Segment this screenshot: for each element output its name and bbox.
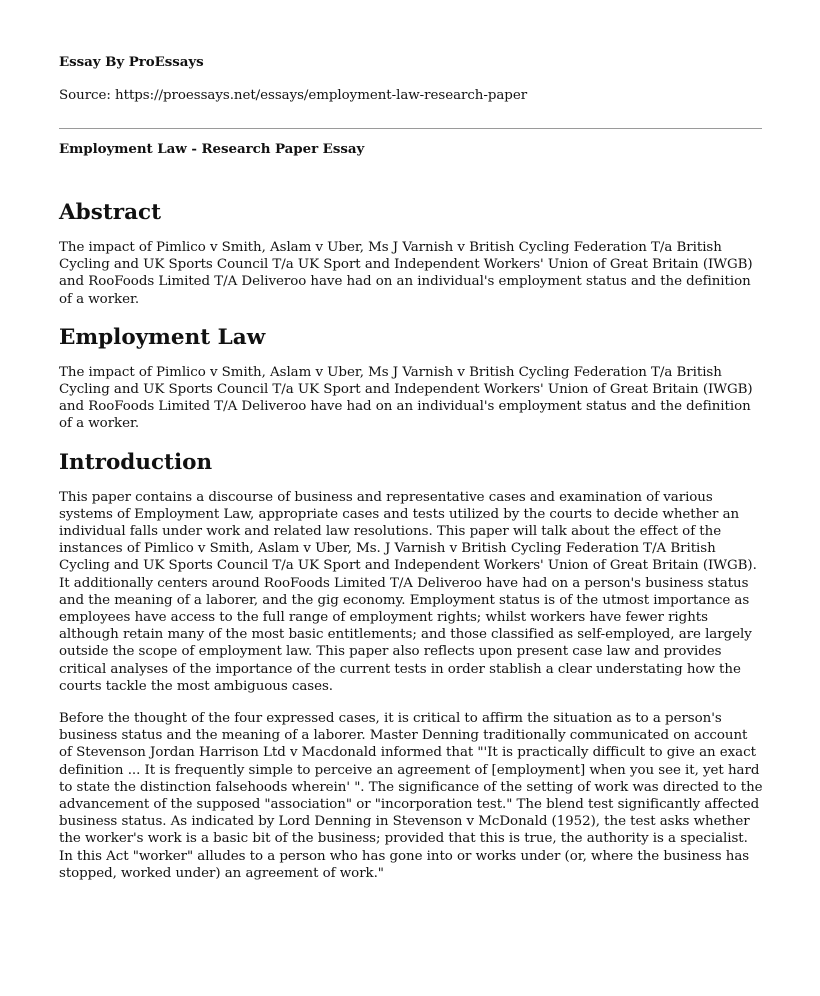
header-divider [59, 128, 762, 129]
introduction-paragraph-2: Before the thought of the four expressed cases, it is critical to affirm the situation as to a person's business status and the meaning of a laborer. Master Denning traditionally communicated on account of Stevenson Jordan Harrison Ltd v Macdonald informed that "'It is practically difficult to give an exact definition ... It is frequently simple to perceive an agreement of [employment] when you see it, yet hard to state the distinction falsehoods wherein' ". The significance of the setting of work was directed to the advancement of the supposed "association" or "incorporation test." The blend test significantly affected business status. As indicated by Lord Denning in Stevenson v McDonald (1952), the test asks whether the worker's work is a basic bit of the business; provided that this is true, the authority is a specialist. In this Act "worker" alludes to a person who has gone into or works under (or, where the business has stopped, worked under) an agreement of work." [59, 711, 763, 881]
section-employment-law [59, 323, 763, 433]
abstract-paragraph: The impact of Pimlico v Smith, Aslam v Uber, Ms J Varnish v British Cycling Federation T/a British Cycling and UK Sports Council T/a UK Sport and Independent Workers' Union of Great Britain (IWGB) and RooFoods Limited T/A Deliveroo have had on an individual's employment status and the definition of a worker. [59, 240, 753, 307]
employment-law-paragraph: The impact of Pimlico v Smith, Aslam v Uber, Ms J Varnish v British Cycling Federation T/a British Cycling and UK Sports Council T/a UK Sport and Independent Workers' Union of Great Britain (IWGB) and RooFoods Limited T/A Deliveroo have had on an individual's employment status and the definition of a worker. [59, 364, 753, 432]
introduction-heading: Introduction [59, 449, 213, 475]
essay-body [59, 198, 763, 897]
site-title: Essay By ProEssays [59, 54, 204, 70]
source-line: Source: https://proessays.net/essays/employment-law-research-paper [59, 88, 528, 103]
section-introduction [59, 448, 763, 882]
employment-law-heading: Employment Law [59, 324, 266, 350]
introduction-paragraph-1: This paper contains a discourse of business and representative cases and examination of various systems of Employment Law, appropriate cases and tests utilized by the courts to decide whether an individual falls under work and related law resolutions. This paper will talk about the effect of the instances of Pimlico v Smith, Aslam v Uber, Ms. J Varnish v British Cycling Federation T/A British Cycling and UK Sports Council T/a UK Sport and Independent Workers' Union of Great Britain (IWGB). It additionally centers around RooFoods Limited T/A Deliveroo have had on a person's business status and the meaning of a laborer, and the gig economy. Employment status is of the utmost importance as employees have access to the full range of employment rights; whilst workers have fewer rights although retain many of the most basic entitlements; and those classified as self-employed, are largely outside the scope of employment law. This paper also reflects upon present case law and provides critical analyses of the importance of the current tests in order stablish a clear understating how the courts tackle the most ambiguous cases. [59, 489, 757, 694]
section-abstract [59, 198, 763, 308]
essay-title: Employment Law - Research Paper Essay [59, 141, 365, 157]
abstract-heading: Abstract [59, 200, 162, 225]
